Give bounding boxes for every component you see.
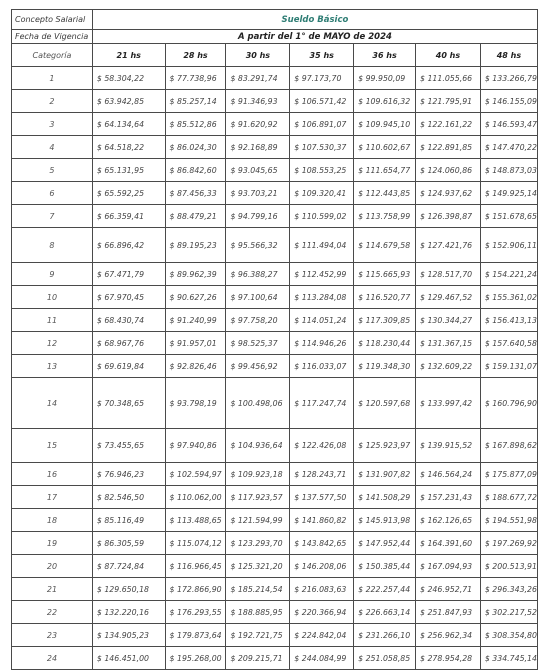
- category-cell: 12: [12, 332, 93, 355]
- salary-cell: $ 67.471,79: [92, 263, 165, 286]
- table-row: [12, 509, 538, 532]
- salary-cell: $ 106.891,07: [290, 113, 354, 136]
- salary-cell: $ 308.354,80: [480, 624, 537, 647]
- salary-cell: $ 69.619,84: [92, 355, 165, 378]
- salary-cell: $ 129.650,18: [92, 578, 165, 601]
- table-row: [12, 601, 538, 624]
- table-row: [12, 286, 538, 309]
- salary-cell: $ 111.494,04: [290, 228, 354, 263]
- salary-cell: $ 155.361,02: [480, 286, 537, 309]
- column-header: 28 hs: [165, 44, 226, 67]
- table-row: [12, 532, 538, 555]
- salary-cell: $ 125.923,97: [354, 429, 416, 463]
- salary-cell: $ 146.564,24: [416, 463, 481, 486]
- salary-cell: $ 119.348,30: [354, 355, 416, 378]
- salary-cell: $ 114.946,26: [290, 332, 354, 355]
- salary-cell: $ 150.385,44: [354, 555, 416, 578]
- salary-cell: $ 157.231,43: [416, 486, 481, 509]
- table-row: [12, 624, 538, 647]
- header-row: [12, 44, 538, 67]
- salary-cell: $ 99.456,92: [226, 355, 290, 378]
- salary-cell: $ 111.654,77: [354, 159, 416, 182]
- salary-cell: $ 197.269,92: [480, 532, 537, 555]
- salary-cell: $ 147.952,44: [354, 532, 416, 555]
- salary-cell: $ 152.906,11: [480, 228, 537, 263]
- salary-cell: $ 91.620,92: [226, 113, 290, 136]
- category-cell: 18: [12, 509, 93, 532]
- salary-cell: $ 93.703,21: [226, 182, 290, 205]
- salary-cell: $ 167.094,93: [416, 555, 481, 578]
- salary-cell: $ 192.721,75: [226, 624, 290, 647]
- salary-cell: $ 188.677,72: [480, 486, 537, 509]
- salary-cell: $ 231.266,10: [354, 624, 416, 647]
- salary-cell: $ 222.257,44: [354, 578, 416, 601]
- salary-cell: $ 117.309,85: [354, 309, 416, 332]
- salary-cell: $ 87.724,84: [92, 555, 165, 578]
- categoria-header: Categoría: [12, 44, 93, 67]
- salary-cell: $ 149.925,14: [480, 182, 537, 205]
- salary-cell: $ 251.058,85: [354, 647, 416, 670]
- category-cell: 1: [12, 67, 93, 90]
- salary-cell: $ 122.426,08: [290, 429, 354, 463]
- salary-cell: $ 100.498,06: [226, 378, 290, 429]
- salary-cell: $ 109.923,18: [226, 463, 290, 486]
- salary-cell: $ 66.359,41: [92, 205, 165, 228]
- salary-cell: $ 115.074,12: [165, 532, 226, 555]
- salary-cell: $ 176.293,55: [165, 601, 226, 624]
- salary-cell: $ 122.891,85: [416, 136, 481, 159]
- salary-cell: $ 115.665,93: [354, 263, 416, 286]
- salary-cell: $ 85.116,49: [92, 509, 165, 532]
- category-cell: 7: [12, 205, 93, 228]
- salary-cell: $ 113.488,65: [165, 509, 226, 532]
- category-cell: 2: [12, 90, 93, 113]
- column-header: 21 hs: [92, 44, 165, 67]
- salary-cell: $ 68.430,74: [92, 309, 165, 332]
- salary-cell: $ 98.525,37: [226, 332, 290, 355]
- salary-cell: $ 108.553,25: [290, 159, 354, 182]
- salary-cell: $ 160.796,90: [480, 378, 537, 429]
- salary-cell: $ 188.885,95: [226, 601, 290, 624]
- salary-cell: $ 67.970,45: [92, 286, 165, 309]
- salary-cell: $ 112.443,85: [354, 182, 416, 205]
- salary-cell: $ 175.877,09: [480, 463, 537, 486]
- salary-cell: $ 147.470,22: [480, 136, 537, 159]
- salary-cell: $ 116.966,45: [165, 555, 226, 578]
- table-body: [12, 10, 538, 670]
- salary-cell: $ 83.291,74: [226, 67, 290, 90]
- salary-cell: $ 97.173,70: [290, 67, 354, 90]
- table-row: [12, 486, 538, 509]
- salary-cell: $ 70.348,65: [92, 378, 165, 429]
- salary-cell: $ 256.962,34: [416, 624, 481, 647]
- salary-cell: $ 122.161,22: [416, 113, 481, 136]
- salary-cell: $ 226.663,14: [354, 601, 416, 624]
- table-row: [12, 228, 538, 263]
- salary-cell: $ 116.033,07: [290, 355, 354, 378]
- salary-cell: $ 124.937,62: [416, 182, 481, 205]
- table-row: [12, 463, 538, 486]
- salary-cell: $ 114.051,24: [290, 309, 354, 332]
- salary-cell: $ 128.517,70: [416, 263, 481, 286]
- salary-cell: $ 194.551,98: [480, 509, 537, 532]
- salary-cell: $ 93.798,19: [165, 378, 226, 429]
- salary-cell: $ 102.594,97: [165, 463, 226, 486]
- table-row: [12, 90, 538, 113]
- salary-cell: $ 121.594,99: [226, 509, 290, 532]
- salary-cell: $ 87.456,33: [165, 182, 226, 205]
- salary-cell: $ 111.055,66: [416, 67, 481, 90]
- salary-cell: $ 146.208,06: [290, 555, 354, 578]
- salary-cell: $ 137.577,50: [290, 486, 354, 509]
- salary-cell: $ 82.546,50: [92, 486, 165, 509]
- salary-cell: $ 109.320,41: [290, 182, 354, 205]
- column-header: 35 hs: [290, 44, 354, 67]
- salary-cell: $ 93.045,65: [226, 159, 290, 182]
- salary-cell: $ 86.842,60: [165, 159, 226, 182]
- category-cell: 24: [12, 647, 93, 670]
- salary-cell: $ 65.131,95: [92, 159, 165, 182]
- salary-cell: $ 162.126,65: [416, 509, 481, 532]
- salary-cell: $ 107.530,37: [290, 136, 354, 159]
- salary-cell: $ 125.321,20: [226, 555, 290, 578]
- salary-cell: $ 164.391,60: [416, 532, 481, 555]
- category-cell: 3: [12, 113, 93, 136]
- category-cell: 17: [12, 486, 93, 509]
- table-row: [12, 355, 538, 378]
- salary-cell: $ 151.678,65: [480, 205, 537, 228]
- salary-cell: $ 146.451,00: [92, 647, 165, 670]
- salary-cell: $ 92.168,89: [226, 136, 290, 159]
- salary-cell: $ 120.597,68: [354, 378, 416, 429]
- salary-cell: $ 156.413,13: [480, 309, 537, 332]
- salary-cell: $ 185.214,54: [226, 578, 290, 601]
- salary-cell: $ 148.873,03: [480, 159, 537, 182]
- salary-cell: $ 139.915,52: [416, 429, 481, 463]
- concepto-value: Sueldo Básico: [92, 10, 537, 30]
- column-header: 40 hs: [416, 44, 481, 67]
- salary-cell: $ 145.913,98: [354, 509, 416, 532]
- salary-cell: $ 172.866,90: [165, 578, 226, 601]
- salary-cell: $ 127.421,76: [416, 228, 481, 263]
- salary-cell: $ 134.905,23: [92, 624, 165, 647]
- salary-cell: $ 106.571,42: [290, 90, 354, 113]
- vigencia-label: Fecha de Vigencia: [12, 30, 93, 44]
- salary-cell: $ 97.100,64: [226, 286, 290, 309]
- salary-cell: $ 92.826,46: [165, 355, 226, 378]
- salary-cell: $ 86.305,59: [92, 532, 165, 555]
- table-row: [12, 309, 538, 332]
- salary-cell: $ 104.936,64: [226, 429, 290, 463]
- salary-cell: $ 86.024,30: [165, 136, 226, 159]
- salary-cell: $ 129.467,52: [416, 286, 481, 309]
- salary-cell: $ 91.346,93: [226, 90, 290, 113]
- category-cell: 5: [12, 159, 93, 182]
- category-cell: 11: [12, 309, 93, 332]
- table-row: [12, 263, 538, 286]
- salary-cell: $ 209.215,71: [226, 647, 290, 670]
- table-row: [12, 136, 538, 159]
- salary-cell: $ 132.609,22: [416, 355, 481, 378]
- salary-cell: $ 334.745,14: [480, 647, 537, 670]
- category-cell: 20: [12, 555, 93, 578]
- salary-cell: $ 68.967,76: [92, 332, 165, 355]
- salary-cell: $ 97.940,86: [165, 429, 226, 463]
- salary-cell: $ 113.284,08: [290, 286, 354, 309]
- column-header: 48 hs: [480, 44, 537, 67]
- table-row: [12, 113, 538, 136]
- salary-cell: $ 97.758,20: [226, 309, 290, 332]
- table-row: [12, 182, 538, 205]
- salary-cell: $ 114.679,58: [354, 228, 416, 263]
- category-cell: 15: [12, 429, 93, 463]
- salary-cell: $ 96.388,27: [226, 263, 290, 286]
- table-row: [12, 67, 538, 90]
- category-cell: 4: [12, 136, 93, 159]
- category-cell: 8: [12, 228, 93, 263]
- salary-cell: $ 110.602,67: [354, 136, 416, 159]
- salary-cell: $ 146.593,47: [480, 113, 537, 136]
- salary-cell: $ 143.842,65: [290, 532, 354, 555]
- salary-cell: $ 220.366,94: [290, 601, 354, 624]
- salary-cell: $ 131.367,15: [416, 332, 481, 355]
- salary-cell: $ 124.060,86: [416, 159, 481, 182]
- salary-cell: $ 58.304,22: [92, 67, 165, 90]
- salary-cell: $ 109.945,10: [354, 113, 416, 136]
- salary-cell: $ 154.221,24: [480, 263, 537, 286]
- column-header: 36 hs: [354, 44, 416, 67]
- salary-cell: $ 128.243,71: [290, 463, 354, 486]
- category-cell: 14: [12, 378, 93, 429]
- salary-cell: $ 159.131,07: [480, 355, 537, 378]
- category-cell: 10: [12, 286, 93, 309]
- salary-cell: $ 132.220,16: [92, 601, 165, 624]
- salary-cell: $ 133.997,42: [416, 378, 481, 429]
- salary-cell: $ 65.592,25: [92, 182, 165, 205]
- salary-cell: $ 77.738,96: [165, 67, 226, 90]
- salary-table: [11, 9, 538, 670]
- salary-cell: $ 131.907,82: [354, 463, 416, 486]
- salary-cell: $ 64.518,22: [92, 136, 165, 159]
- salary-cell: $ 146.155,09: [480, 90, 537, 113]
- concepto-row: [12, 10, 538, 30]
- salary-cell: $ 126.398,87: [416, 205, 481, 228]
- table-row: [12, 647, 538, 670]
- vigencia-row: [12, 30, 538, 44]
- category-cell: 23: [12, 624, 93, 647]
- category-cell: 13: [12, 355, 93, 378]
- salary-cell: $ 91.957,01: [165, 332, 226, 355]
- category-cell: 22: [12, 601, 93, 624]
- salary-cell: $ 251.847,93: [416, 601, 481, 624]
- concepto-label: Concepto Salarial: [12, 10, 93, 30]
- salary-cell: $ 200.513,91: [480, 555, 537, 578]
- table-row: [12, 429, 538, 463]
- salary-cell: $ 296.343,26: [480, 578, 537, 601]
- salary-cell: $ 117.923,57: [226, 486, 290, 509]
- salary-cell: $ 141.508,29: [354, 486, 416, 509]
- salary-cell: $ 110.599,02: [290, 205, 354, 228]
- table-row: [12, 159, 538, 182]
- salary-cell: $ 133.266,79: [480, 67, 537, 90]
- salary-cell: $ 167.898,62: [480, 429, 537, 463]
- category-cell: 9: [12, 263, 93, 286]
- salary-cell: $ 113.758,99: [354, 205, 416, 228]
- salary-cell: $ 118.230,44: [354, 332, 416, 355]
- salary-cell: $ 116.520,77: [354, 286, 416, 309]
- salary-cell: $ 246.952,71: [416, 578, 481, 601]
- salary-cell: $ 179.873,64: [165, 624, 226, 647]
- salary-cell: $ 91.240,99: [165, 309, 226, 332]
- salary-cell: $ 76.946,23: [92, 463, 165, 486]
- salary-cell: $ 109.616,32: [354, 90, 416, 113]
- salary-cell: $ 89.962,39: [165, 263, 226, 286]
- vigencia-value: A partir del 1° de MAYO de 2024: [92, 30, 537, 44]
- salary-cell: $ 117.247,74: [290, 378, 354, 429]
- salary-cell: $ 89.195,23: [165, 228, 226, 263]
- category-cell: 6: [12, 182, 93, 205]
- salary-cell: $ 224.842,04: [290, 624, 354, 647]
- salary-cell: $ 123.293,70: [226, 532, 290, 555]
- salary-cell: $ 88.479,21: [165, 205, 226, 228]
- salary-cell: $ 64.134,64: [92, 113, 165, 136]
- salary-cell: $ 302.217,52: [480, 601, 537, 624]
- salary-cell: $ 94.799,16: [226, 205, 290, 228]
- salary-cell: $ 90.627,26: [165, 286, 226, 309]
- salary-cell: $ 141.860,82: [290, 509, 354, 532]
- salary-cell: $ 73.455,65: [92, 429, 165, 463]
- salary-cell: $ 66.896,42: [92, 228, 165, 263]
- table-row: [12, 578, 538, 601]
- table-row: [12, 378, 538, 429]
- salary-cell: $ 278.954,28: [416, 647, 481, 670]
- salary-cell: $ 195.268,00: [165, 647, 226, 670]
- table-row: [12, 332, 538, 355]
- category-cell: 16: [12, 463, 93, 486]
- salary-cell: $ 85.257,14: [165, 90, 226, 113]
- salary-cell: $ 112.452,99: [290, 263, 354, 286]
- salary-cell: $ 121.795,91: [416, 90, 481, 113]
- column-header: 30 hs: [226, 44, 290, 67]
- salary-cell: $ 110.062,00: [165, 486, 226, 509]
- salary-cell: $ 99.950,09: [354, 67, 416, 90]
- salary-cell: $ 216.083,63: [290, 578, 354, 601]
- salary-cell: $ 63.942,85: [92, 90, 165, 113]
- salary-cell: $ 157.640,58: [480, 332, 537, 355]
- salary-cell: $ 95.566,32: [226, 228, 290, 263]
- category-cell: 19: [12, 532, 93, 555]
- salary-cell: $ 85.512,86: [165, 113, 226, 136]
- table-row: [12, 205, 538, 228]
- salary-cell: $ 130.344,27: [416, 309, 481, 332]
- category-cell: 21: [12, 578, 93, 601]
- table-row: [12, 555, 538, 578]
- salary-cell: $ 244.084,99: [290, 647, 354, 670]
